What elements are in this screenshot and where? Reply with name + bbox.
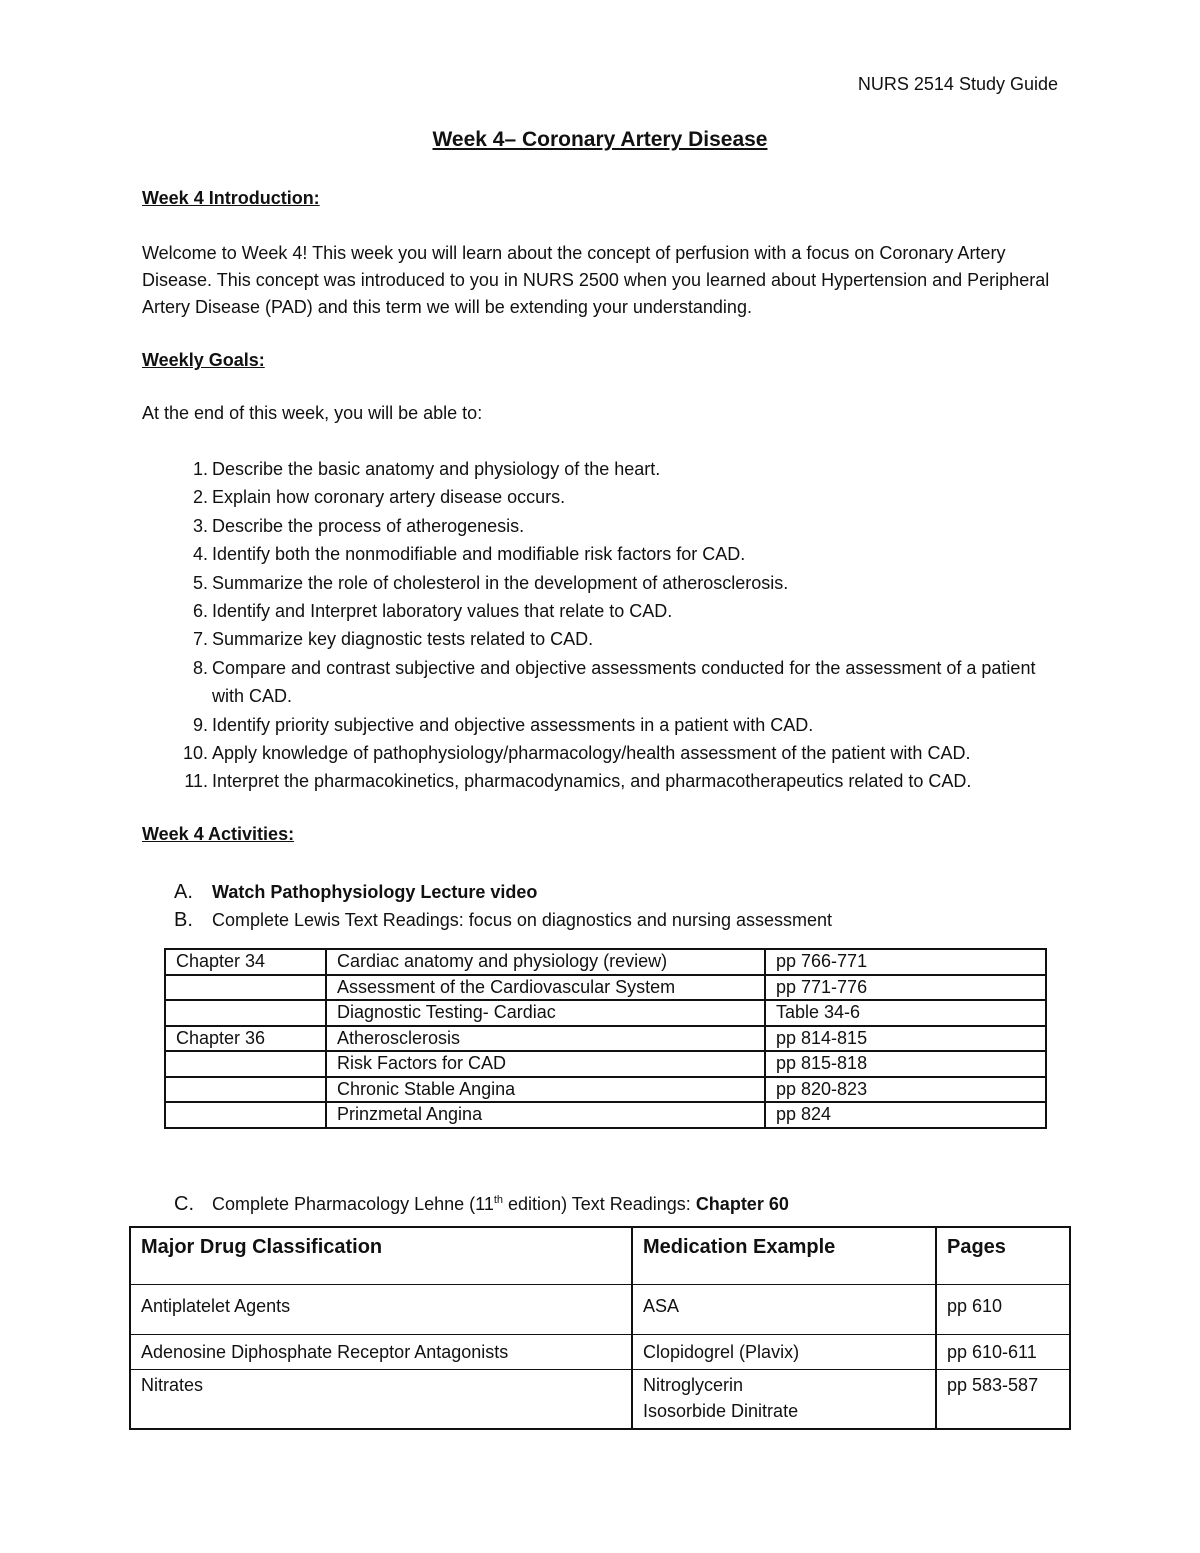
list-item: 6. Identify and Interpret laboratory values that relate to CAD.	[192, 601, 673, 622]
introduction-body: Welcome to Week 4! This week you will learn about the concept of perfusion with a focus on Coronary Artery Disease. This concept was introduced to you in NURS 2500 when you learned about Hypertension and Peripheral Artery Disease (PAD) and this term we will be extending your understanding.	[142, 243, 1050, 317]
activity-b: B. Complete Lewis Text Readings: focus on diagnostics and nursing assessment	[174, 909, 833, 931]
list-item: 5. Summarize the role of cholesterol in the development of atherosclerosis.	[192, 572, 789, 593]
course-header: NURS 2514 Study Guide	[857, 74, 1058, 94]
goals-lead: At the end of this week, you will be able to:	[142, 403, 483, 423]
table-row: Diagnostic Testing- Cardiac Table 34-6	[165, 1000, 1046, 1026]
table-row: Chronic Stable Angina pp 820-823	[165, 1077, 1046, 1103]
table-row: Antiplatelet Agents ASA pp 610	[130, 1285, 1070, 1335]
list-item: 10. Apply knowledge of pathophysiology/pharmacology/health assessment of the patient with CAD.	[182, 743, 971, 764]
activities-heading: Week 4 Activities:	[142, 824, 295, 844]
list-item: 4. Identify both the nonmodifiable and modifiable risk factors for CAD.	[192, 544, 746, 565]
drug-table	[129, 1226, 1071, 1430]
table-row: Chapter 34 Cardiac anatomy and physiology (review) pp 766-771	[165, 949, 1046, 975]
goals-list	[142, 455, 1072, 796]
table-header-row	[130, 1227, 1070, 1285]
activity-a: A. Watch Pathophysiology Lecture video	[174, 881, 538, 903]
table-row: Assessment of the Cardiovascular System pp 771-776	[165, 975, 1046, 1001]
column-header: Medication Example	[632, 1227, 936, 1285]
goals-heading: Weekly Goals:	[142, 350, 265, 370]
list-item: 1. Describe the basic anatomy and physiology of the heart.	[192, 459, 661, 479]
list-item: 9. Identify priority subjective and objective assessments in a patient with CAD.	[192, 714, 814, 735]
table-row: Chapter 36 Atherosclerosis pp 814-815	[165, 1026, 1046, 1052]
introduction-heading: Week 4 Introduction:	[142, 188, 320, 208]
table-row: Prinzmetal Angina pp 824	[165, 1102, 1046, 1128]
table-row: Nitrates Nitroglycerin Isosorbide Dinitrate pp 583-587	[130, 1370, 1070, 1430]
column-header: Pages	[936, 1227, 1070, 1285]
activity-c: C. Complete Pharmacology Lehne (11th edition) Text Readings: Chapter 60	[174, 1193, 789, 1215]
readings-table	[164, 948, 1047, 1129]
list-item: 8. Compare and contrast subjective and objective assessments conducted for the assessment of a patient with CAD.	[192, 657, 1036, 707]
page-title: Week 4– Coronary Artery Disease	[432, 128, 768, 151]
list-item: 2. Explain how coronary artery disease occurs.	[192, 487, 566, 508]
table-row: Adenosine Diphosphate Receptor Antagonists Clopidogrel (Plavix) pp 610-611	[130, 1335, 1070, 1370]
column-header: Major Drug Classification	[130, 1227, 632, 1285]
table-row: Risk Factors for CAD pp 815-818	[165, 1051, 1046, 1077]
list-item: 3. Describe the process of atherogenesis.	[192, 515, 525, 536]
list-item: 7. Summarize key diagnostic tests related to CAD.	[192, 629, 594, 650]
list-item: 11. Interpret the pharmacokinetics, pharmacodynamics, and pharmacotherapeutics related to CAD.	[184, 771, 972, 792]
